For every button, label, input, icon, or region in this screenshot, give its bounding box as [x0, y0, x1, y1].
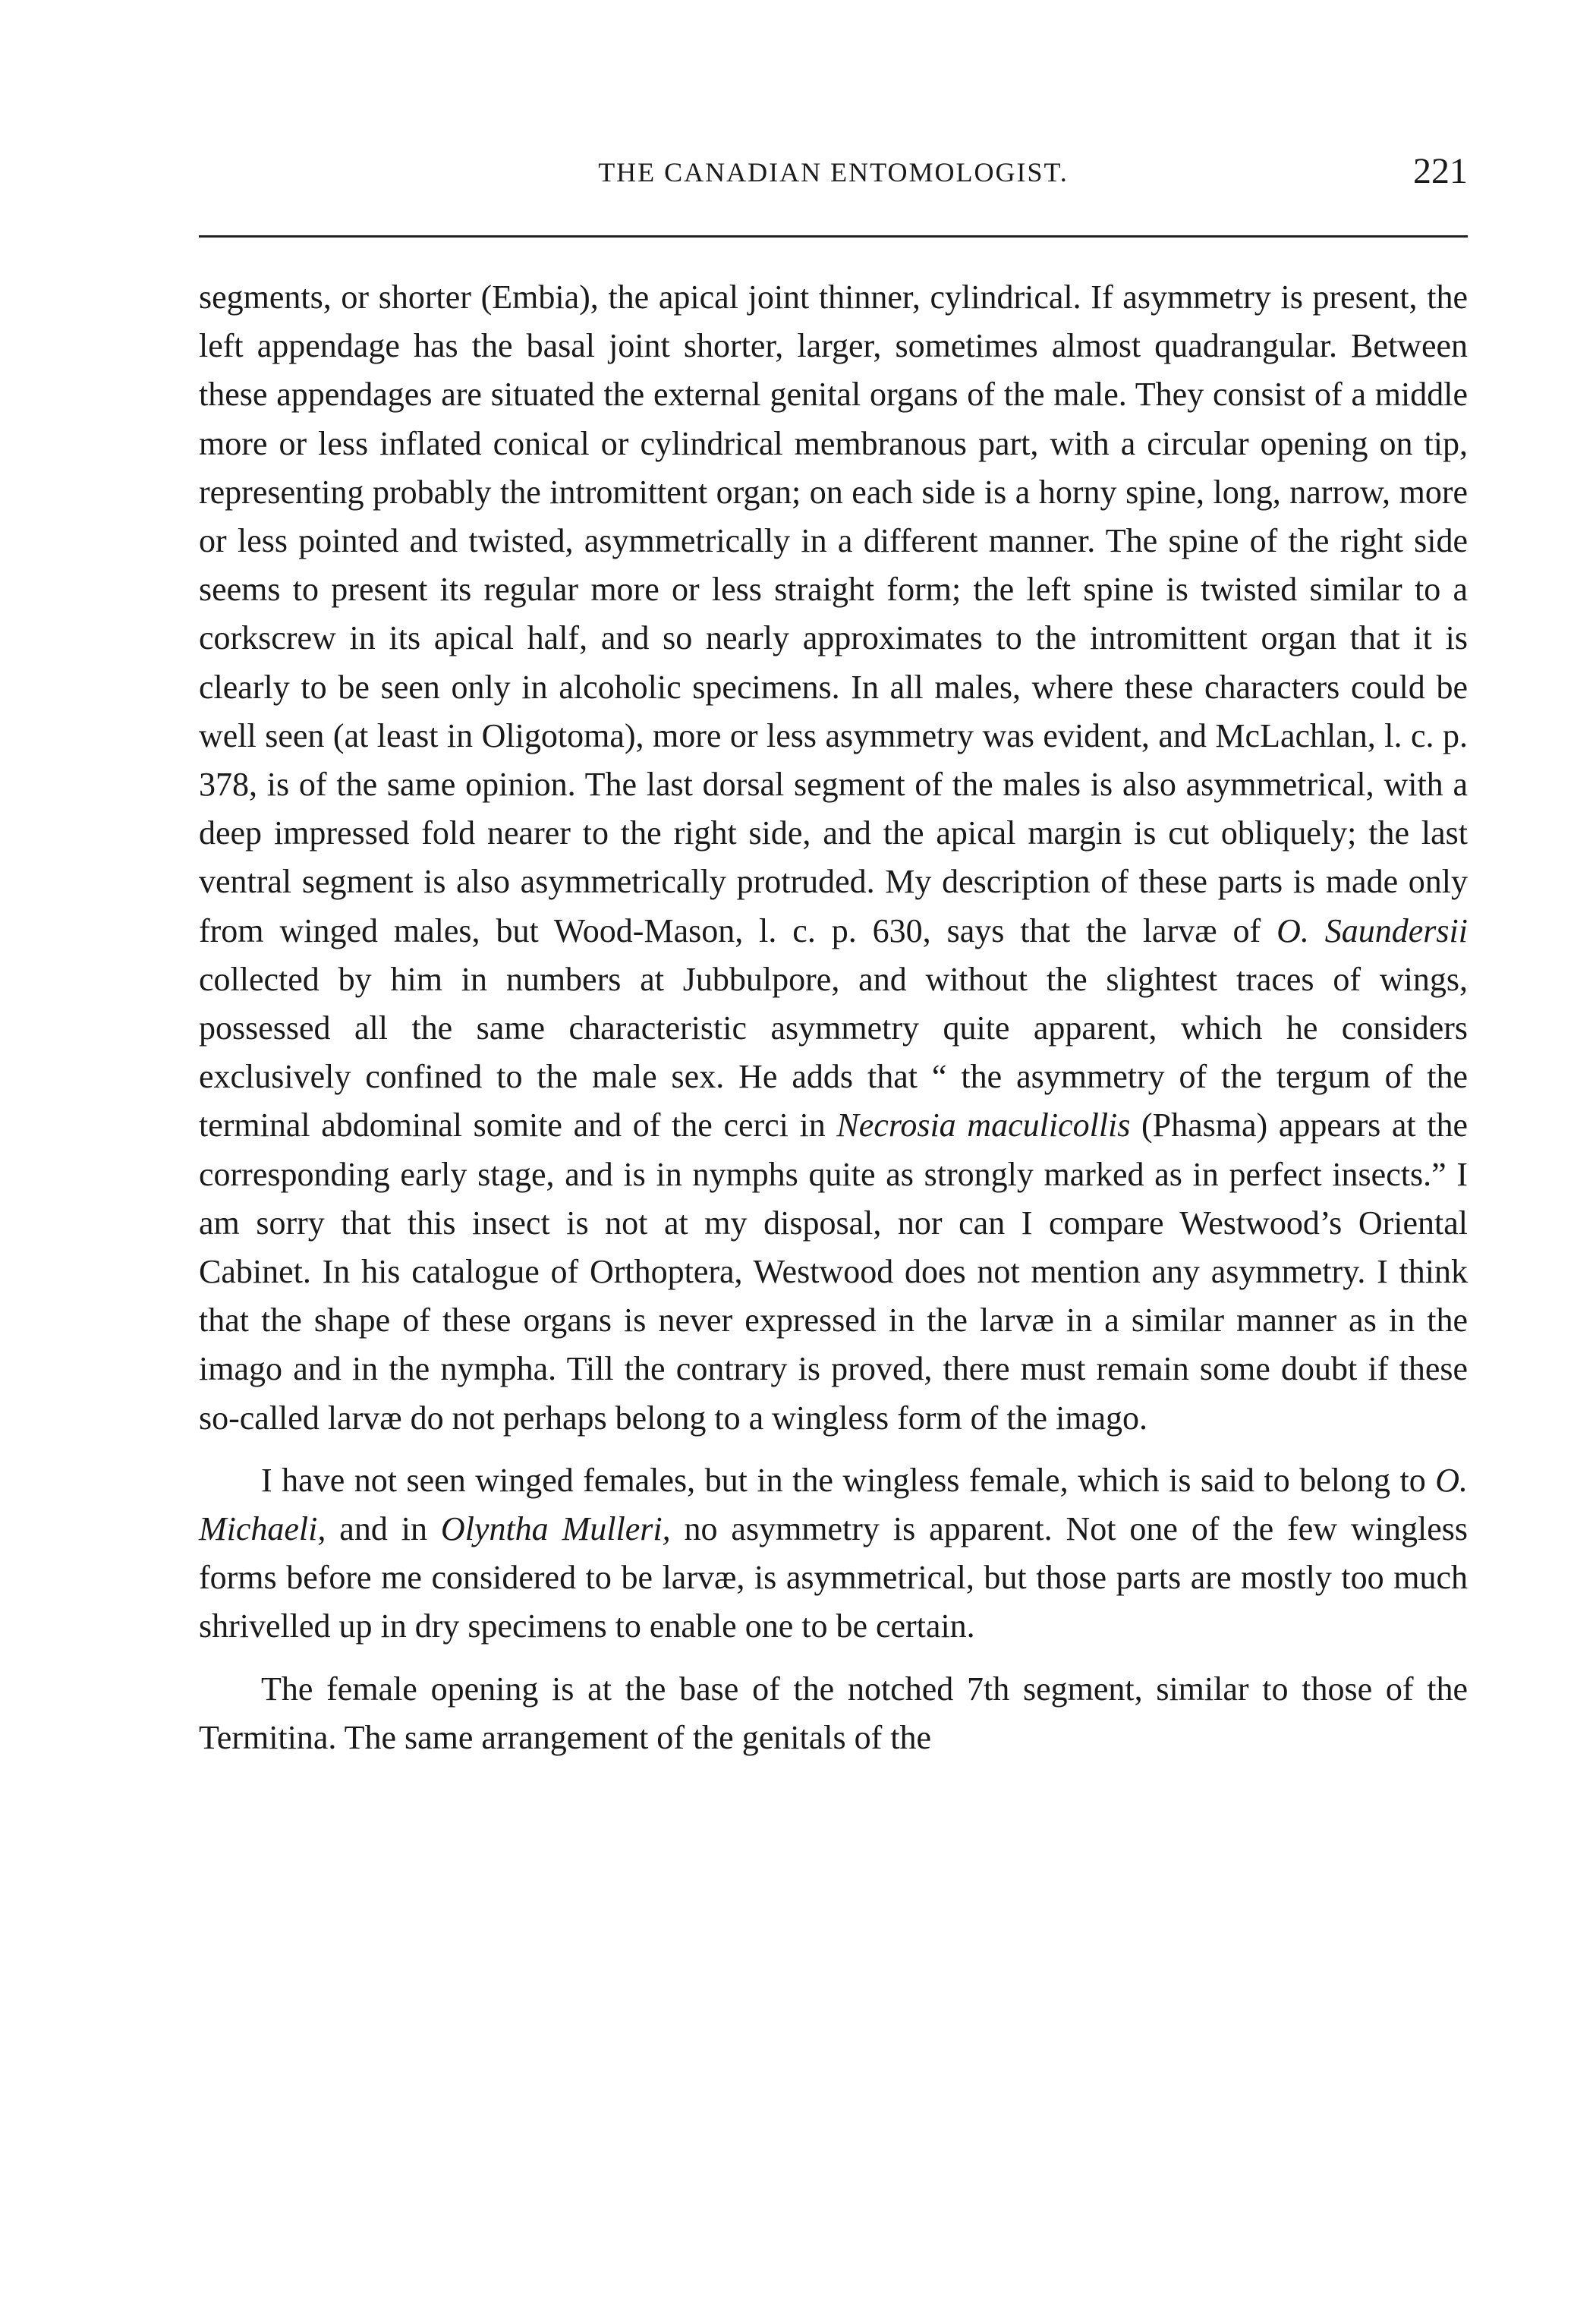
text-run: I have not seen winged females, but in the wingless female, which is said to belong to: [261, 1461, 1436, 1499]
paragraph-continued: [199, 273, 1468, 1443]
species-name: O. Michaeli,: [199, 1461, 1468, 1548]
text-run: collected by him in numbers at Jubbulpore, and without the slightest traces of wings, possessed all the same characteristic asymmetry quite apparent, which he considers exclusively confined to the male sex. He adds that “ the asymmetry of the tergum of the terminal abdominal somite and of the cerci in: [199, 960, 1468, 1144]
species-name: Olyntha Mulleri,: [440, 1510, 671, 1548]
page-number: 221: [1413, 151, 1468, 191]
text-run: The female opening is at the base of the notched 7th segment, similar to those of the Termitina. The same arrangement of the genitals of the: [199, 1670, 1468, 1756]
body-text: [199, 273, 1468, 1762]
journal-title: THE CANADIAN ENTOMOLOGIST.: [598, 157, 1069, 187]
paragraph: [199, 1456, 1468, 1651]
text-run: segments, or shorter (Embia), the apical joint thinner, cylindrical. If asymmetry is present, the left appendage has the basal joint shorter, larger, sometimes almost quadrangular. Between these appendages are situated the external genital organs of the male. They consist of a middle more or less inflated conical or cylindrical membranous part, with a circular opening on tip, representing probably the intromittent organ; on each side is a horny spine, long, narrow, more or less pointed and twisted, asymmetrically in a different manner. The spine of the right side seems to present its regular more or less straight form; the left spine is twisted similar to a corkscrew in its apical half, and so nearly approximates to the intromittent organ that it is clearly to be seen only in alcoholic specimens. In all males, where these characters could be well seen (at least in Oligotoma), more or less asymmetry was evident, and McLachlan, l. c. p. 378, is of the same opinion. The last dorsal segment of the males is also asymmetrical, with a deep impressed fold nearer to the right side, and the apical margin is cut obliquely; the last ventral segment is also asymmetrically protruded. My description of these parts is made only from winged males, but Wood-Mason, l. c. p. 630, says that the larvæ of: [199, 279, 1468, 949]
header-rule: [199, 235, 1468, 238]
species-name: Necrosia maculicollis: [836, 1106, 1131, 1144]
running-head: [199, 150, 1468, 196]
text-run: no asymmetry is apparent. Not one of the few wingless forms before me considered to be larvæ, is asymmetrical, but those parts are mostly too much shrivelled up in dry specimens to enable one to be certain.: [199, 1510, 1468, 1645]
text-run: (Phasma) appears at the corresponding early stage, and is in nymphs quite as strongly marked as in perfect insects.” I am sorry that this insect is not at my disposal, nor can I compare Westwood’s Oriental Cabinet. In his catalogue of Orthoptera, Westwood does not mention any asymmetry. I think that the shape of these organs is never expressed in the larvæ in a similar manner as in the imago and in the nympha. Till the contrary is proved, there must remain some doubt if these so-called larvæ do not perhaps belong to a wingless form of the imago.: [199, 1106, 1469, 1437]
paragraph: [199, 1665, 1468, 1762]
text-run: and in: [326, 1510, 441, 1548]
species-name: O. Saundersii: [1276, 911, 1468, 949]
